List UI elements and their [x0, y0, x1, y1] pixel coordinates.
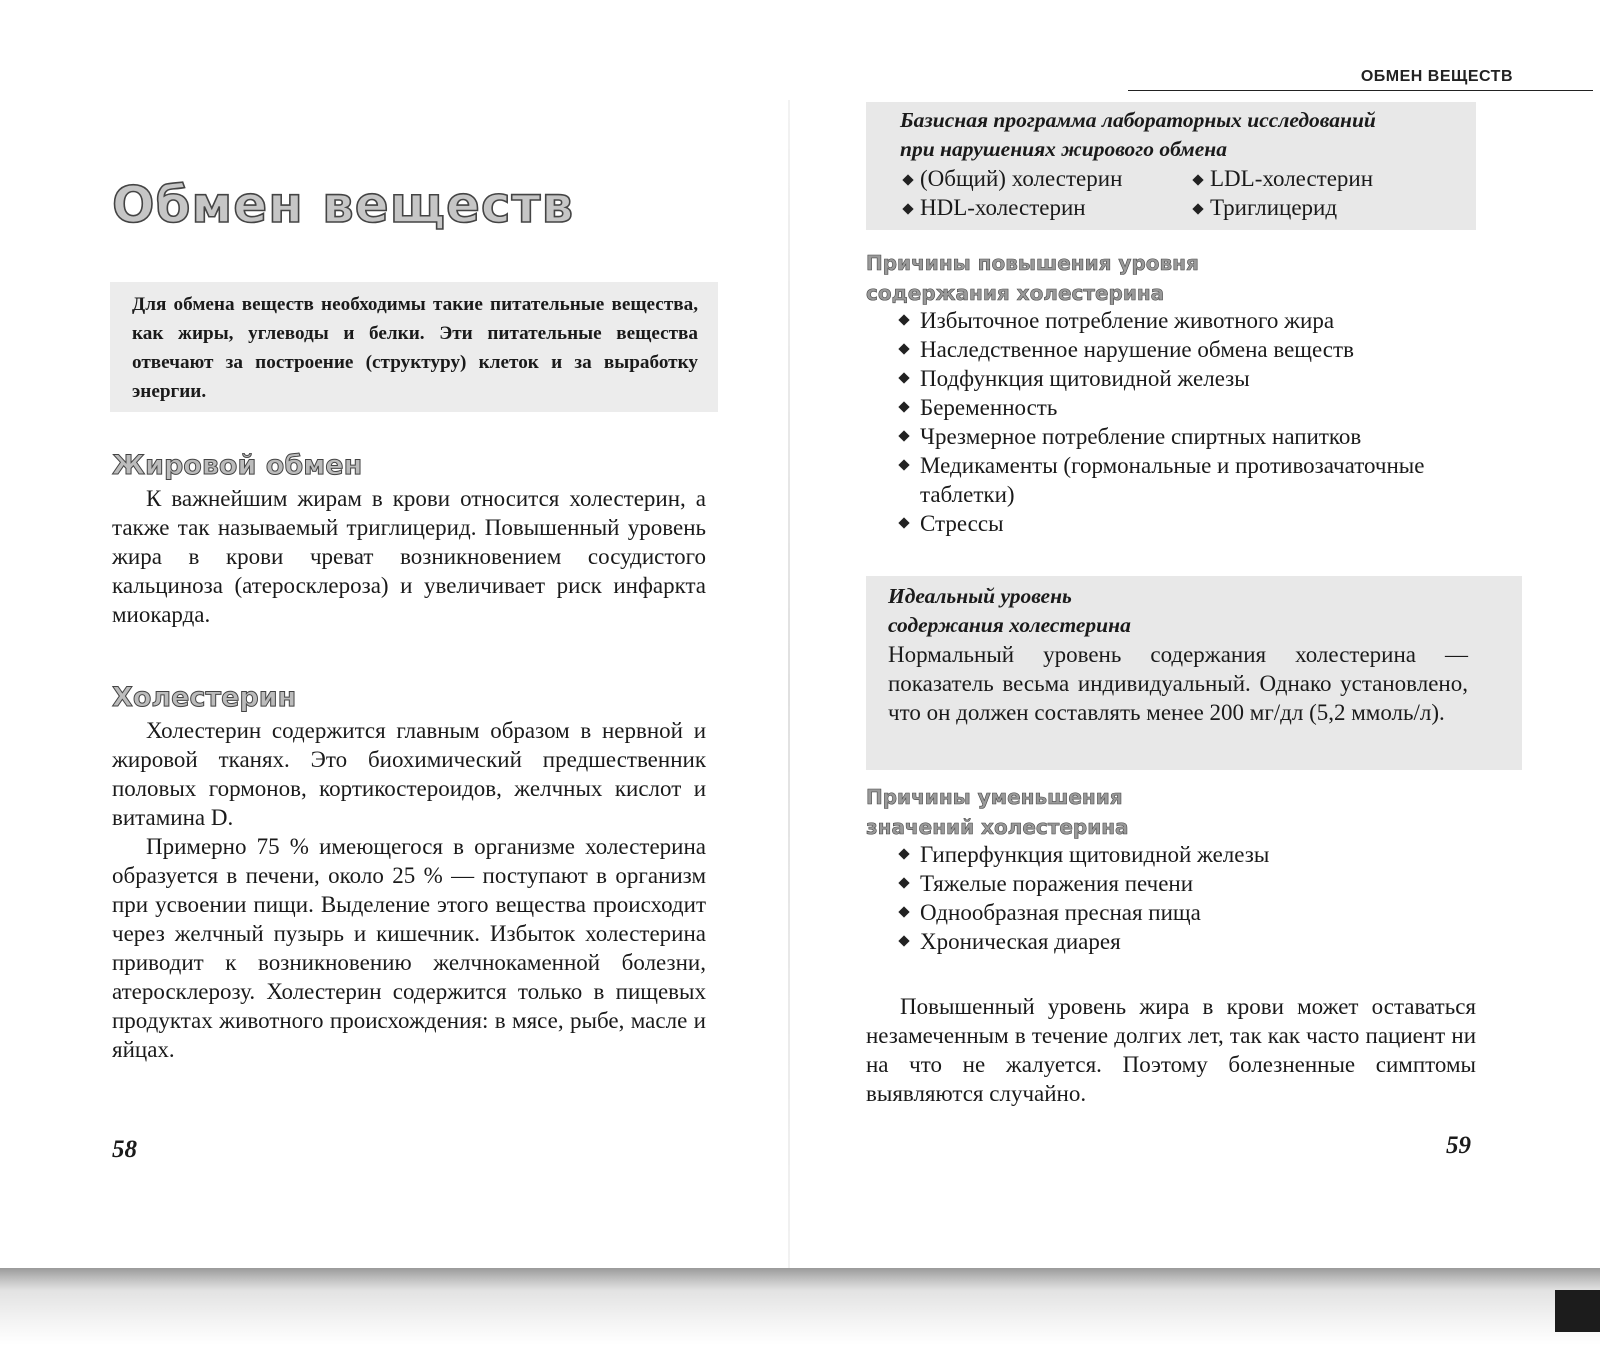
diamond-bullet-icon	[898, 517, 909, 528]
diamond-bullet-icon	[898, 459, 909, 470]
list-item: Избыточное потребление животного жира	[898, 306, 1488, 335]
book-binding-strip	[0, 1268, 1600, 1345]
list-item: Хроническая диарея	[898, 927, 1488, 956]
diamond-bullet-icon	[898, 343, 909, 354]
ideal-level-text: Нормальный уровень содержания холестерина — показатель весьма индивидуальный. Однако установлено, что он должен составлять менее 200 мг/дл (5,2 ммоль/л).	[888, 642, 1468, 725]
list-item: Чрезмерное потребление спиртных напитков	[898, 422, 1488, 451]
diamond-bullet-icon	[898, 401, 909, 412]
increase-causes-heading: Причины повышения уровня содержания холестерина	[866, 251, 1199, 305]
lab-item: HDL-холестерин	[900, 193, 1190, 222]
chapter-title: Обмен веществ	[112, 176, 575, 234]
running-header	[1128, 62, 1593, 91]
intro-text: Для обмена веществ необходимы такие питательные вещества, как жиры, углеводы и белки. Эти питательные вещества отвечают за построение (структуру) клеток и за выработку энергии.	[132, 294, 698, 402]
section-heading-cholesterol: Холестерин	[112, 682, 297, 713]
list-item: Стрессы	[898, 509, 1488, 538]
lab-item: LDL-холестерин	[1190, 164, 1490, 193]
intro-box	[110, 282, 718, 412]
diamond-bullet-icon	[898, 430, 909, 441]
lab-item: Триглицерид	[1190, 193, 1490, 222]
list-item: Беременность	[898, 393, 1488, 422]
fat-metabolism-text: К важнейшим жирам в крови относится холестерин, а также так называемый триглицерид. Повышенный уровень жира в крови чреват возникновением сосудистого кальциноза (атеросклероза) и увеличивает риск инфаркта миокарда.	[112, 486, 706, 627]
page-number-left: 58	[112, 1136, 137, 1163]
list-item: Медикаменты (гормональные и противозачаточные таблетки)	[898, 451, 1488, 509]
lab-item: (Общий) холестерин	[900, 164, 1190, 193]
list-item: Гиперфункция щитовидной железы	[898, 840, 1488, 869]
ideal-level-heading-line2: содержания холестерина	[888, 613, 1131, 637]
lab-program-box	[866, 102, 1476, 230]
list-item: Наследственное нарушение обмена веществ	[898, 335, 1488, 364]
ideal-level-heading-line1: Идеальный уровень	[888, 584, 1072, 608]
diamond-bullet-icon	[898, 906, 909, 917]
diamond-bullet-icon	[898, 372, 909, 383]
binding-corner	[1555, 1290, 1600, 1332]
diamond-bullet-icon	[1192, 174, 1203, 185]
lab-program-items	[900, 164, 1476, 222]
lab-program-heading-line2: при нарушениях жирового обмена	[900, 137, 1227, 161]
list-item: Тяжелые поражения печени	[898, 869, 1488, 898]
diamond-bullet-icon	[1192, 203, 1203, 214]
ideal-level-box	[866, 576, 1522, 770]
diamond-bullet-icon	[898, 314, 909, 325]
section-heading-fat-metabolism: Жировой обмен	[112, 450, 363, 481]
diamond-bullet-icon	[898, 848, 909, 859]
cholesterol-paragraph-1: Холестерин содержится главным образом в нервной и жировой тканях. Это биохимический предшественник половых гормонов, кортикостероидов, желчных кислот и витамина D.	[112, 718, 706, 830]
decrease-causes-list	[898, 840, 1488, 956]
diamond-bullet-icon	[902, 174, 913, 185]
list-item: Однообразная пресная пища	[898, 898, 1488, 927]
page-number-right: 59	[1446, 1132, 1471, 1159]
list-item: Подфункция щитовидной железы	[898, 364, 1488, 393]
diamond-bullet-icon	[898, 935, 909, 946]
decrease-causes-heading: Причины уменьшения значений холестерина	[866, 785, 1129, 839]
running-header-text: ОБМЕН ВЕЩЕСТВ	[1360, 68, 1513, 85]
diamond-bullet-icon	[898, 877, 909, 888]
cholesterol-paragraph-2: Примерно 75 % имеющегося в организме холестерина образуется в печени, около 25 % — поступают в организм при усвоении пищи. Выделение этого вещества происходит через желчный пузырь и кишечник. Избыток холестерина приводит к возникновению желчнокаменной болезни, атеросклерозу. Холестерин содержится только в пищевых продуктах животного происхождения: в мясе, рыбе, масле и яйцах.	[112, 834, 706, 1062]
diamond-bullet-icon	[902, 203, 913, 214]
increase-causes-list	[898, 306, 1488, 538]
book-gutter	[788, 100, 790, 1280]
lab-program-heading-line1: Базисная программа лабораторных исследований	[900, 108, 1376, 132]
closing-paragraph: Повышенный уровень жира в крови может оставаться незамеченным в течение долгих лет, так как часто пациент ни на что не жалуется. Поэтому болезненные симптомы выявляются случайно.	[866, 994, 1476, 1106]
